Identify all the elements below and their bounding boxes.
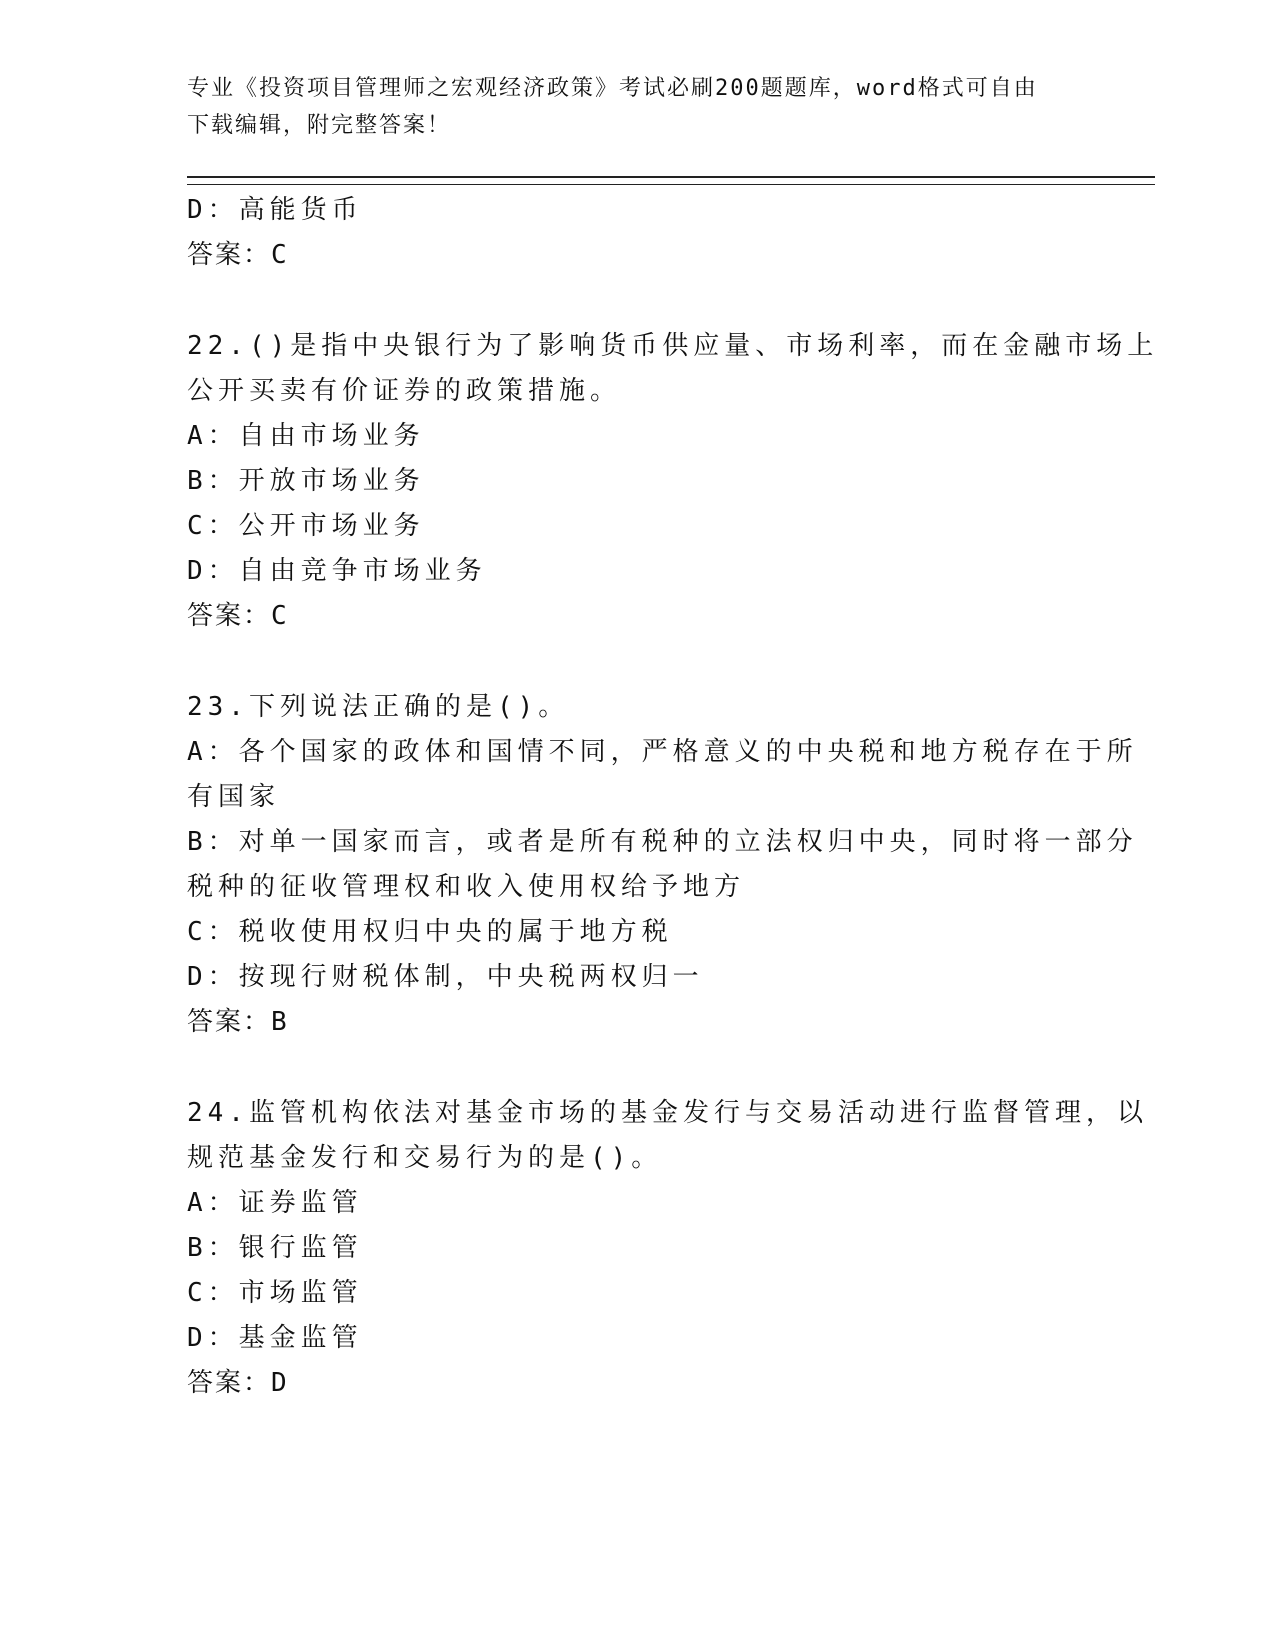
answer-value: D: [271, 1368, 289, 1398]
question-22: [187, 324, 1159, 639]
option-a: A：证券监管: [187, 1188, 363, 1218]
question-stem-line: 22.()是指中央银行为了影响货币供应量、市场利率，而在金融市场上: [187, 331, 1159, 361]
answer-value: C: [271, 601, 289, 631]
page-header: [187, 70, 1087, 144]
answer-label: 答案：: [187, 601, 272, 631]
header-line-1: 专业《投资项目管理师之宏观经济政策》考试必刷200题题库，word格式可自由: [187, 76, 1038, 101]
answer-label: 答案：: [187, 240, 272, 270]
answer-line: [187, 233, 1087, 278]
question-23: [187, 685, 1138, 1045]
answer-line: [187, 594, 1087, 639]
question-stem-line: 公开买卖有价证券的政策措施。: [187, 376, 622, 406]
option-c: C：市场监管: [187, 1278, 363, 1308]
header-line-2: 下载编辑，附完整答案！: [187, 113, 452, 138]
answer-line: [187, 1000, 1087, 1045]
option-c: C：税收使用权归中央的属于地方税: [187, 917, 673, 947]
option-a: A：自由市场业务: [187, 421, 425, 451]
question-stem-line: 24.监管机构依法对基金市场的基金发行与交易活动进行监督管理，以: [187, 1098, 1148, 1128]
question-fragment: [187, 188, 1087, 278]
answer-value: B: [271, 1007, 289, 1037]
answer-label: 答案：: [187, 1368, 272, 1398]
option-a-continued: 有国家: [187, 782, 281, 812]
answer-label: 答案：: [187, 1007, 272, 1037]
question-24: [187, 1091, 1148, 1406]
option-b: B：对单一国家而言，或者是所有税种的立法权归中央，同时将一部分: [187, 827, 1138, 857]
answer-line: [187, 1361, 1087, 1406]
option-b: B：开放市场业务: [187, 466, 425, 496]
option-d: D：自由竞争市场业务: [187, 556, 487, 586]
question-list: [187, 188, 1159, 1452]
answer-value: C: [271, 240, 289, 270]
option-b: B：银行监管: [187, 1233, 363, 1263]
option-d: D：按现行财税体制，中央税两权归一: [187, 962, 704, 992]
option-a: A：各个国家的政体和国情不同，严格意义的中央税和地方税存在于所: [187, 737, 1138, 767]
question-stem-line: 23.下列说法正确的是()。: [187, 692, 570, 722]
option-d: D：基金监管: [187, 1323, 363, 1353]
option-c: C：公开市场业务: [187, 511, 425, 541]
header-divider: [187, 176, 1155, 185]
question-stem-line: 规范基金发行和交易行为的是()。: [187, 1143, 663, 1173]
option-d: D：高能货币: [187, 195, 363, 225]
option-b-continued: 税种的征收管理权和收入使用权给予地方: [187, 872, 746, 902]
